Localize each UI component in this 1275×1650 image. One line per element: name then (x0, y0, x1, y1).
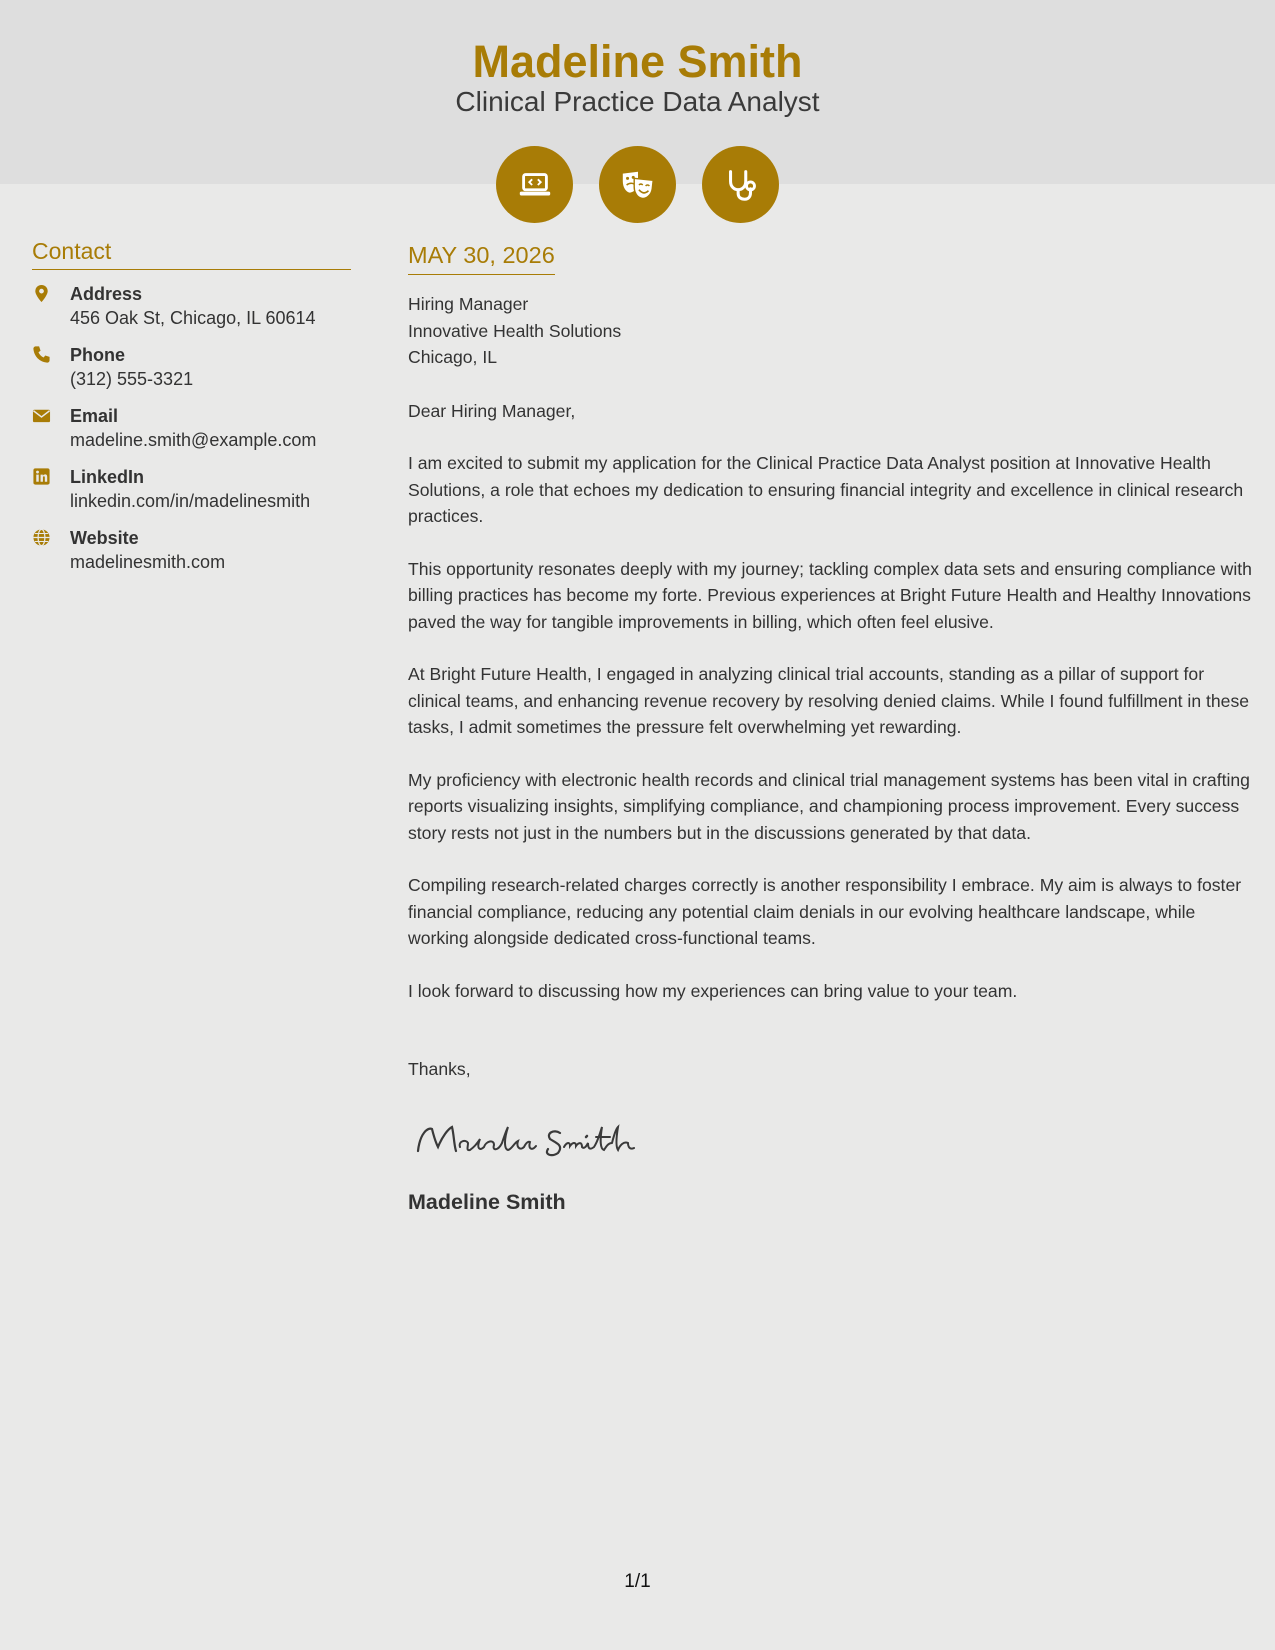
phone-label: Phone (70, 345, 126, 365)
envelope-icon (32, 404, 70, 430)
letter-paragraph: I am excited to submit my application for the Clinical Practice Data Analyst position at Innovative Health Solutions, a role that echoes my dedication to ensuring financial integrity and excellence in clinical research practices. (408, 453, 1244, 526)
contact-list (32, 282, 351, 574)
recipient-block (408, 291, 1254, 371)
phone-value: (312) 555-3321 (70, 369, 194, 389)
contact-item-email (32, 404, 351, 452)
stethoscope-icon (702, 146, 779, 223)
job-title: Clinical Practice Data Analyst (455, 86, 820, 117)
signed-name: Madeline Smith (408, 1189, 566, 1214)
phone-icon (32, 343, 70, 369)
contact-sidebar (32, 238, 351, 587)
website-label: Website (70, 528, 139, 548)
letter-paragraph: This opportunity resonates deeply with my journey; tackling complex data sets and ensuring compliance with billing practices has become my forte. Previous experiences at Bright Future Health and Healthy Innovations paved the way for tangible improvements in billing, which often feel elusive. (408, 558, 1252, 632)
laptop-code-icon (496, 146, 573, 223)
address-label: Address (70, 284, 143, 304)
contact-item-phone (32, 343, 351, 391)
linkedin-icon (32, 465, 70, 491)
theater-masks-icon (599, 146, 676, 223)
closing: Thanks, (408, 1059, 471, 1079)
contact-heading: Contact (32, 238, 351, 270)
map-marker-icon (32, 282, 70, 308)
applicant-name: Madeline Smith (472, 36, 803, 87)
contact-item-website (32, 526, 351, 574)
contact-item-linkedin (32, 465, 351, 513)
greeting: Dear Hiring Manager, (408, 400, 576, 421)
header-icons (496, 146, 779, 223)
letter-paragraph: At Bright Future Health, I engaged in analyzing clinical trial accounts, standing as a pillar of support for clinical teams, and enhancing revenue recovery by resolving denied claims. While I found fulfillment in these tasks, I admit sometimes the pressure felt overwhelming yet rewarding. (408, 664, 1250, 737)
letter-paragraph: Compiling research-related charges correctly is another responsibility I embrace. My aim is always to foster financial compliance, reducing any potential claim denials in our evolving healthcare landscape, while working alongside dedicated cross-functional teams. (408, 875, 1242, 948)
linkedin-label: LinkedIn (70, 467, 145, 487)
recipient-line: Hiring Manager (408, 294, 529, 314)
address-value: 456 Oak St, Chicago, IL 60614 (70, 308, 316, 328)
letter-paragraph: I look forward to discussing how my experiences can bring value to your team. (408, 980, 1018, 1001)
recipient-line: Innovative Health Solutions (408, 320, 622, 341)
recipient-line: Chicago, IL (408, 347, 497, 367)
handwritten-signature (408, 1113, 668, 1163)
page-number: 1/1 (624, 1571, 651, 1592)
contact-item-address (32, 282, 351, 330)
letter-date: MAY 30, 2026 (408, 240, 555, 275)
globe-icon (32, 526, 70, 552)
letter-paragraph: My proficiency with electronic health records and clinical trial management systems has been vital in crafting reports visualizing insights, simplifying compliance, and championing process improvement. Every success story rests not just in the numbers but in the discussions generated by that data. (408, 769, 1250, 843)
website-value: madelinesmith.com (70, 552, 226, 572)
email-value: madeline.smith@example.com (70, 430, 317, 450)
linkedin-value: linkedin.com/in/madelinesmith (70, 491, 311, 511)
letter-body (408, 240, 1254, 1215)
email-label: Email (70, 406, 119, 426)
